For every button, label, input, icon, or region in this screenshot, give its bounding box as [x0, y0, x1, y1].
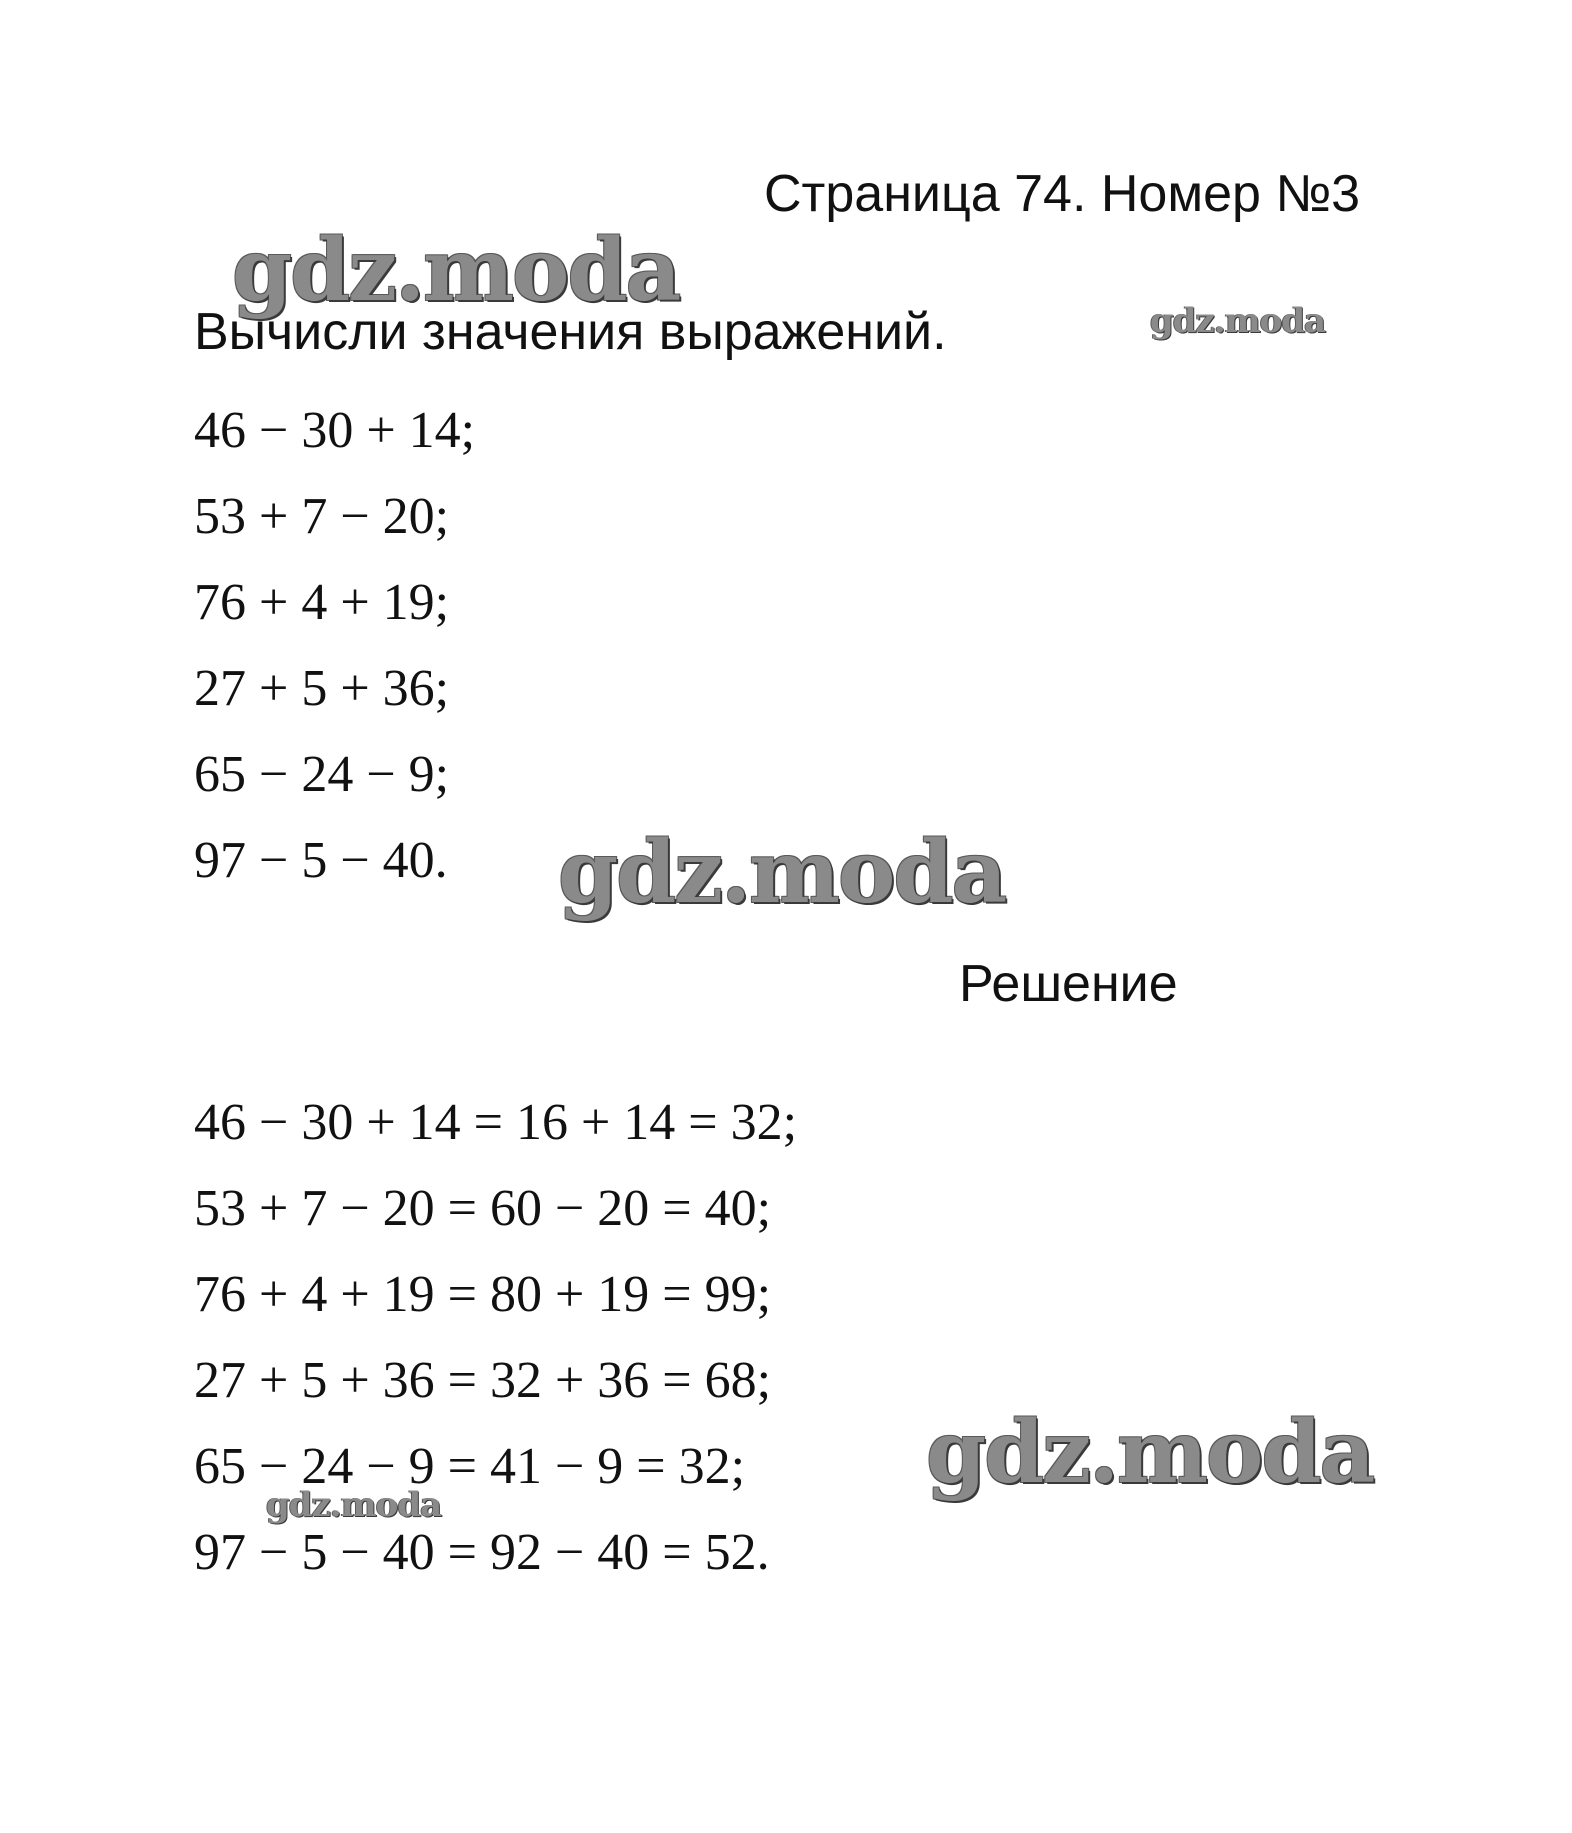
watermark-logo: gdz.moda	[926, 1402, 1374, 1503]
expression-list	[194, 388, 475, 904]
task-prompt: Вычисли значения выражений.	[194, 303, 947, 361]
expression-item: 53 + 7 − 20;	[194, 488, 450, 545]
expression-item: 65 − 24 − 9;	[194, 746, 450, 803]
solution-item: 46 − 30 + 14 = 16 + 14 = 32;	[194, 1094, 798, 1151]
expression-item: 46 − 30 + 14;	[194, 402, 476, 459]
solution-item: 53 + 7 − 20 = 60 − 20 = 40;	[194, 1180, 772, 1237]
watermark-logo: gdz.moda	[558, 822, 1006, 923]
solution-item: 27 + 5 + 36 = 32 + 36 = 68;	[194, 1352, 772, 1409]
solution-heading: Решение	[959, 955, 1178, 1013]
watermark-logo: gdz.moda	[266, 1485, 442, 1525]
solution-item: 76 + 4 + 19 = 80 + 19 = 99;	[194, 1266, 772, 1323]
solution-item: 65 − 24 − 9 = 41 − 9 = 32;	[194, 1438, 746, 1495]
expression-item: 27 + 5 + 36;	[194, 660, 450, 717]
solution-item: 97 − 5 − 40 = 92 − 40 = 52.	[194, 1524, 770, 1581]
watermark-logo: gdz.moda	[1150, 301, 1326, 341]
watermark-logo: gdz.moda	[232, 220, 680, 321]
expression-item: 97 − 5 − 40.	[194, 832, 448, 889]
expression-item: 76 + 4 + 19;	[194, 574, 450, 631]
page-header: Страница 74. Номер №3	[764, 165, 1361, 223]
